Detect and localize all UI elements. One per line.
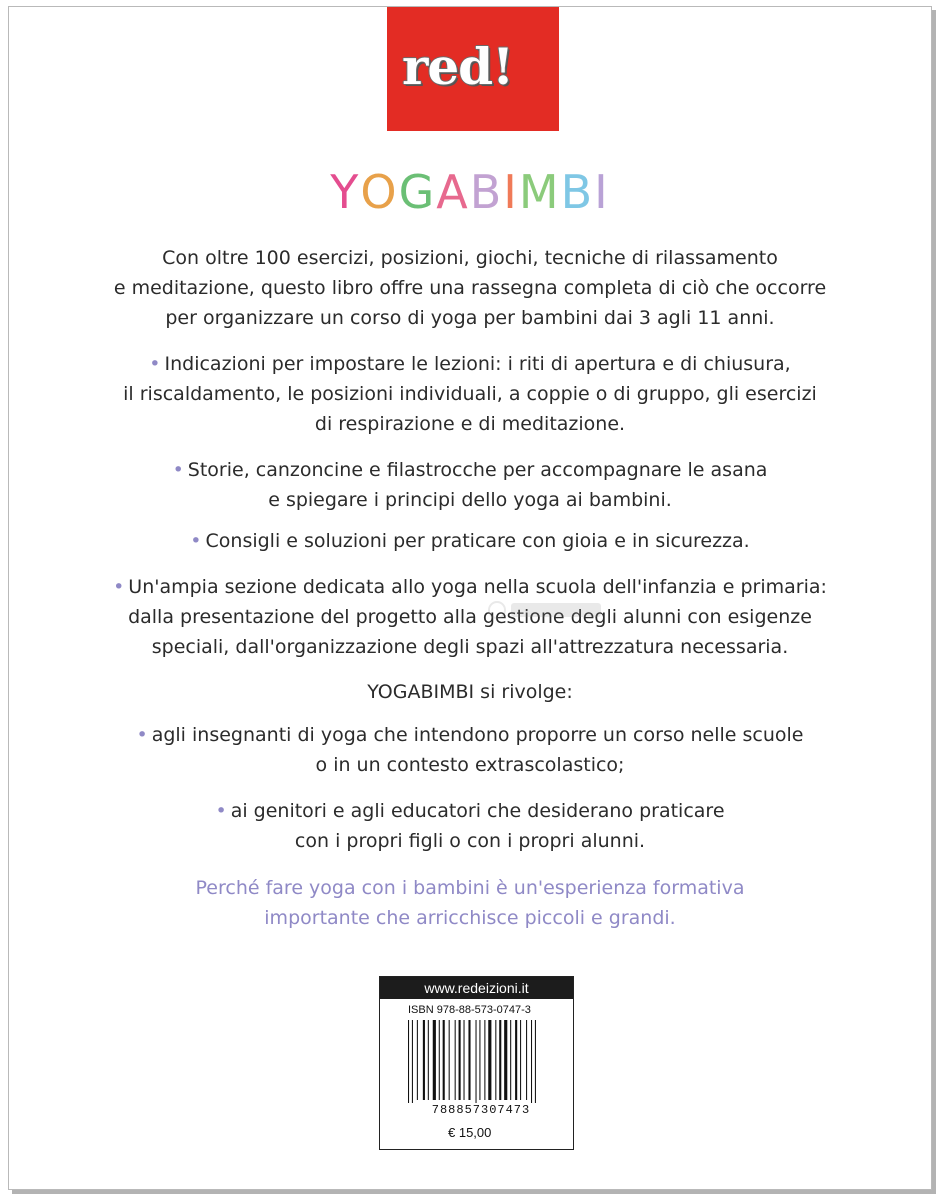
feature-line: Consigli e soluzioni per praticare con gioia e in sicurezza. bbox=[205, 530, 750, 552]
barcode-bar bbox=[484, 1020, 485, 1100]
publisher-logo bbox=[387, 7, 559, 131]
publisher-url: www.redeizioni.it bbox=[380, 977, 573, 999]
audience-heading bbox=[49, 677, 891, 707]
feature-line: Un'ampia sezione dedicata allo yoga nella scuola dell'infanzia e primaria: bbox=[128, 576, 827, 598]
audience-item bbox=[49, 720, 891, 780]
intro-line: Con oltre 100 esercizi, posizioni, giochi, tecniche di rilassamento bbox=[162, 247, 778, 269]
bullet-icon: • bbox=[149, 353, 161, 375]
feature-item bbox=[49, 349, 891, 439]
barcode-bar bbox=[515, 1020, 517, 1100]
audience-item bbox=[49, 796, 891, 856]
barcode-bar bbox=[455, 1020, 456, 1100]
title-letter: I bbox=[594, 165, 610, 219]
audience-line: ai genitori e agli educatori che desiderano praticare bbox=[230, 800, 725, 822]
audience-line: con i propri figli o con i propri alunni. bbox=[294, 830, 646, 852]
closing-line: importante che arricchisce piccoli e grandi. bbox=[264, 907, 676, 929]
closing-statement bbox=[49, 873, 891, 933]
watermark bbox=[487, 597, 607, 627]
feature-line: il riscaldamento, le posizioni individuali, a coppie o di gruppo, gli esercizi bbox=[123, 383, 817, 405]
title-letter: B bbox=[469, 165, 504, 219]
feature-item bbox=[49, 526, 891, 556]
barcode-bar bbox=[417, 1020, 418, 1100]
title-letter: Y bbox=[330, 165, 361, 219]
barcode-icon bbox=[406, 1020, 556, 1106]
title-letter: B bbox=[560, 165, 595, 219]
barcode-bar bbox=[488, 1020, 491, 1100]
barcode-bar bbox=[476, 1020, 477, 1106]
barcode-area bbox=[379, 976, 574, 1150]
bullet-icon: • bbox=[136, 724, 148, 746]
title-letter: A bbox=[436, 165, 470, 219]
audience-heading-text: YOGABIMBI si rivolge: bbox=[367, 681, 573, 703]
title-letter: M bbox=[518, 165, 561, 219]
feature-line: dalla presentazione del progetto alla gestione degli alunni con esigenze bbox=[128, 606, 812, 628]
bullet-icon: • bbox=[113, 576, 125, 598]
barcode-bar bbox=[443, 1020, 445, 1100]
audience-line: o in un contesto extrascolastico; bbox=[315, 754, 625, 776]
barcode-bar bbox=[510, 1020, 511, 1100]
barcode-bar bbox=[520, 1020, 521, 1100]
barcode-bar bbox=[479, 1020, 480, 1100]
audience-line: agli insegnanti di yoga che intendono proporre un corso nelle scuole bbox=[151, 724, 804, 746]
barcode-bar bbox=[499, 1020, 501, 1100]
intro-line: per organizzare un corso di yoga per bambini dai 3 agli 11 anni. bbox=[165, 307, 775, 329]
feature-line: Storie, canzoncine e filastrocche per accompagnare le asana bbox=[187, 459, 768, 481]
feature-item bbox=[49, 572, 891, 662]
bullet-icon: • bbox=[215, 800, 227, 822]
price-label: € 15,00 bbox=[448, 1125, 492, 1140]
bullet-icon: • bbox=[190, 530, 202, 552]
barcode-bar bbox=[464, 1020, 465, 1100]
barcode-bar bbox=[408, 1020, 409, 1106]
watermark-logo-icon bbox=[487, 597, 607, 623]
barcode-bar bbox=[423, 1020, 425, 1100]
barcode-bar bbox=[495, 1020, 496, 1100]
barcode-bar bbox=[535, 1020, 536, 1106]
barcode-bar bbox=[428, 1020, 429, 1100]
title-letter: I bbox=[503, 165, 519, 219]
book-title bbox=[9, 164, 931, 220]
feature-line: speciali, dall'organizzazione degli spazi all'attrezzatura necessaria. bbox=[151, 636, 789, 658]
feature-line: e spiegare i principi dello yoga ai bambini. bbox=[268, 489, 672, 511]
isbn-label: ISBN 978-88-573-0747-3 bbox=[408, 1004, 531, 1016]
barcode-bar bbox=[531, 1020, 532, 1106]
title-letter: G bbox=[398, 165, 437, 219]
barcode-bar bbox=[439, 1020, 440, 1100]
closing-line: Perché fare yoga con i bambini è un'esperienza formativa bbox=[195, 877, 745, 899]
barcode-bar bbox=[504, 1020, 507, 1100]
bullet-icon: • bbox=[172, 459, 184, 481]
feature-item bbox=[49, 455, 891, 515]
barcode-digits: 788857307473 bbox=[398, 1103, 564, 1117]
intro-line: e meditazione, questo libro offre una rassegna completa di ciò che occorre bbox=[113, 277, 827, 299]
barcode-bar bbox=[468, 1020, 470, 1100]
feature-line: di respirazione e di meditazione. bbox=[314, 413, 626, 435]
intro-paragraph bbox=[49, 243, 891, 333]
barcode-bar bbox=[449, 1020, 450, 1100]
publisher-logo-text: red! bbox=[402, 37, 514, 96]
feature-line: Indicazioni per impostare le lezioni: i riti di apertura e di chiusura, bbox=[164, 353, 791, 375]
barcode-bar bbox=[459, 1020, 461, 1100]
title-letter: O bbox=[360, 165, 399, 219]
barcode-bar bbox=[526, 1020, 527, 1100]
barcode-bar bbox=[433, 1020, 436, 1100]
book-back-cover bbox=[8, 6, 932, 1190]
barcode-bar bbox=[412, 1020, 413, 1106]
